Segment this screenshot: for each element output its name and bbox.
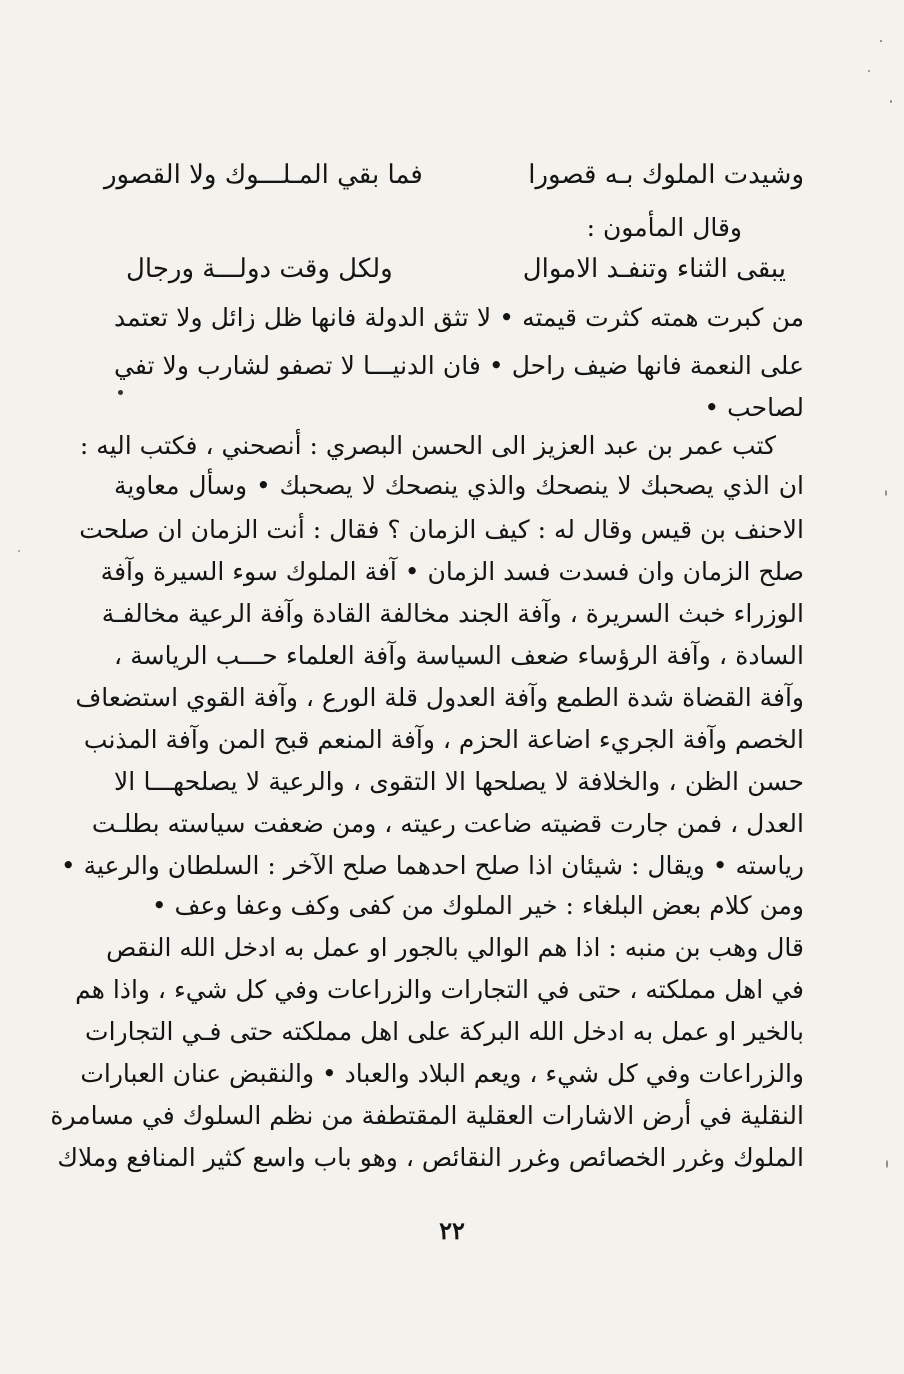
verse-1-second-hemistich: فما بقي المـلـــوك ولا القصور	[104, 160, 423, 190]
page-number: ٢٢	[439, 1216, 465, 1245]
text-line: على النعمة فانها ضيف راحل • فان الدنيـــا لا تصفو لشارب ولا تفي	[114, 351, 804, 380]
text-line: بالخير او عمل به ادخل الله البركة على اهل مملكته حتى فـي التجارات	[85, 1017, 804, 1046]
scan-speck	[868, 70, 870, 72]
text-line: العدل ، فمن جارت قضيته ضاعت رعيته ، ومن ضعفت سياسته بطلـت	[91, 809, 804, 838]
text-line: السادة ، وآفة الرؤساء ضعف السياسة وآفة العلماء حـــب الرياسة ،	[114, 641, 804, 670]
text-line: الوزراء خبث السريرة ، وآفة الجند مخالفة القادة وآفة الرعية مخالفـة	[101, 599, 804, 628]
verse-1	[104, 160, 804, 196]
text-line: النقلية في أرض الاشارات العقلية المقتطفة من نظم السلوك في مسامرة	[50, 1101, 804, 1130]
scan-speck	[118, 390, 123, 395]
caption-line: وقال المأمون :	[586, 213, 742, 242]
text-line: الخصم وآفة الجريء اضاعة الحزم ، وآفة المنعم قبح المن وآفة المذنب	[83, 725, 804, 754]
verse-2	[126, 254, 786, 290]
text-line: ومن كلام بعض البلغاء : خير الملوك من كفى وكف وعفا وعف •	[151, 891, 804, 920]
text-line: من كبرت همته كثرت قيمته • لا تثق الدولة فانها ظل زائل ولا تعتمد	[114, 303, 804, 332]
scan-speck	[880, 40, 882, 42]
text-line: قال وهب بن منبه : اذا هم الوالي بالجور او عمل به ادخل الله النقص	[106, 933, 804, 962]
text-line: صلح الزمان وان فسدت فسد الزمان • آفة الملوك سوء السيرة وآفة	[100, 557, 804, 586]
text-line: وآفة القضاة شدة الطمع وآفة العدول قلة الورع ، وآفة القوي استضعاف	[75, 683, 804, 712]
text-line: ان الذي يصحبك لا ينصحك والذي ينصحك لا يصحبك • وسأل معاوية	[114, 471, 804, 500]
text-line: كتب عمر بن عبد العزيز الى الحسن البصري : أنصحني ، فكتب اليه :	[79, 431, 776, 460]
text-line: حسن الظن ، والخلافة لا يصلحها الا التقوى ، والرعية لا يصلحهـــا الا	[114, 767, 804, 796]
text-line: الملوك وغرر الخصائص وغرر النقائص ، وهو باب واسع كثير المنافع وملاك	[57, 1143, 804, 1172]
text-line: والزراعات وفي كل شيء ، ويعم البلاد والعباد • والنقبض عنان العبارات	[80, 1059, 804, 1088]
scan-speck	[886, 1160, 888, 1168]
scan-speck	[885, 490, 887, 496]
text-line: في اهل مملكته ، حتى في التجارات والزراعات وفي كل شيء ، واذا هم	[75, 975, 804, 1004]
verse-1-first-hemistich: وشيدت الملوك بـه قصورا	[528, 160, 804, 190]
verse-2-first-hemistich: يبقى الثناء وتنفـد الاموال	[522, 254, 786, 284]
text-line: لصاحب •	[704, 393, 804, 422]
text-line: رياسته • ويقال : شيئان اذا صلح احدهما صلح الآخر : السلطان والرعية •	[60, 851, 804, 880]
scan-speck	[890, 100, 892, 103]
verse-2-second-hemistich: ولكل وقت دولـــة ورجال	[126, 254, 393, 284]
scan-speck	[18, 550, 20, 552]
text-line: الاحنف بن قيس وقال له : كيف الزمان ؟ فقال : أنت الزمان ان صلحت	[79, 515, 804, 544]
